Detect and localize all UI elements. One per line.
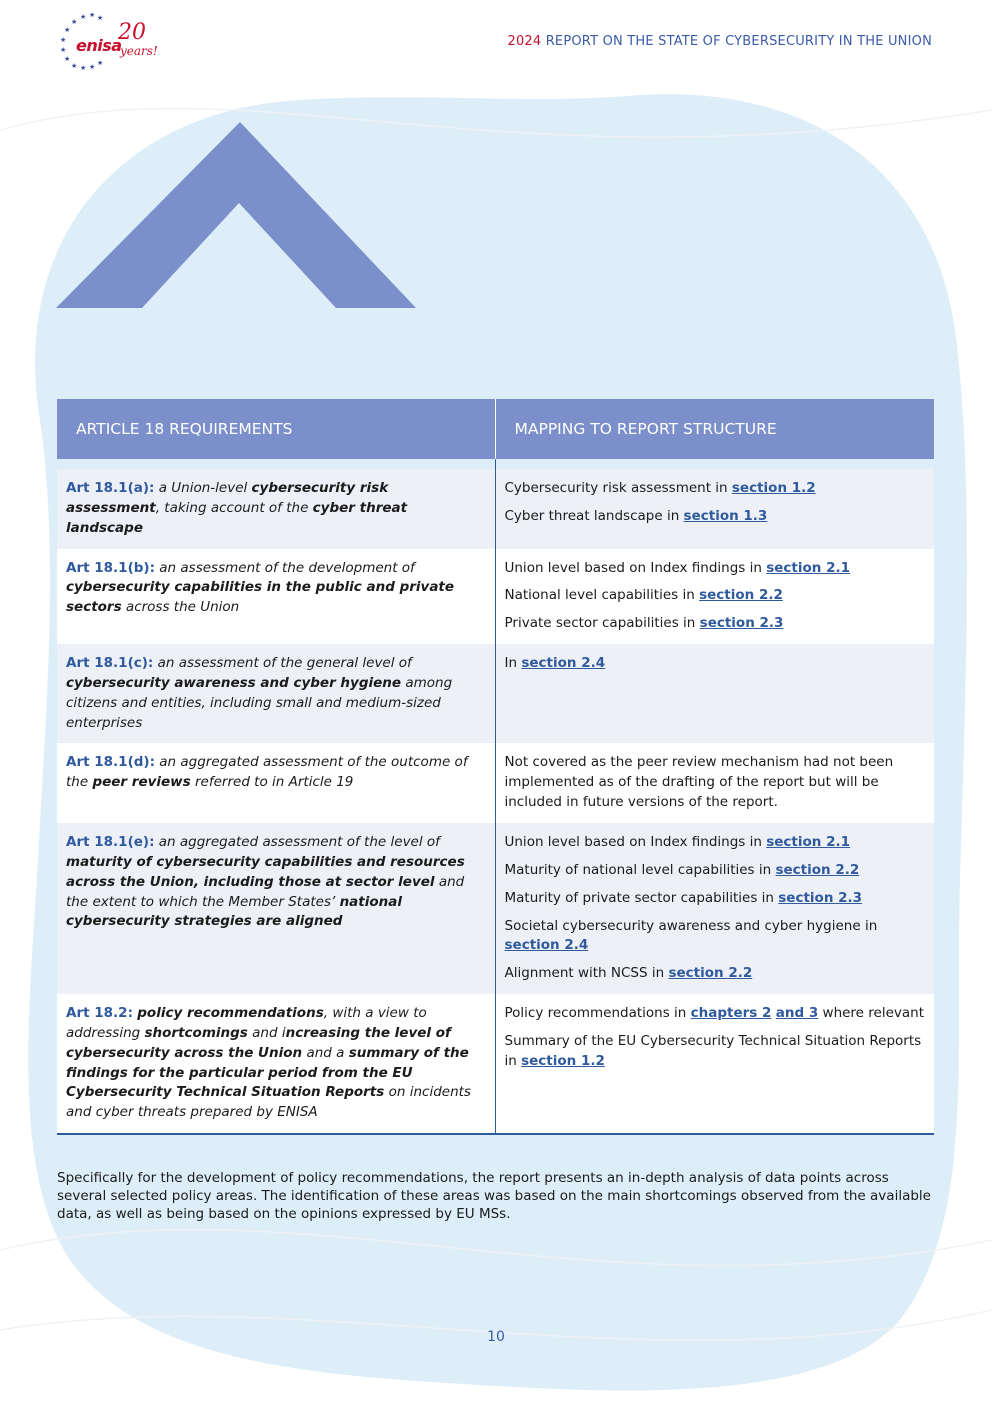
- section-link[interactable]: section 2.1: [766, 833, 851, 850]
- header-year: 2024: [507, 34, 542, 49]
- star-icon: ★: [97, 59, 104, 67]
- section-link[interactable]: section 2.4: [521, 655, 606, 672]
- section-link[interactable]: section 2.2: [775, 861, 860, 878]
- header-title-text: REPORT ON THE STATE OF CYBERSECURITY IN THE UNION: [541, 34, 932, 49]
- section-link[interactable]: section 2.4: [504, 937, 589, 954]
- section-link[interactable]: section 2.2: [699, 587, 783, 604]
- mapping-item: National level capabilities in section 2.2: [504, 587, 783, 604]
- chevron-up-icon: [56, 122, 416, 308]
- requirement-emphasis: national cybersecurity strategies are aligned: [66, 893, 402, 930]
- mapping-item: Societal cybersecurity awareness and cyber hygiene in section 2.4: [504, 917, 878, 954]
- section-link[interactable]: chapters 2: [690, 1005, 772, 1022]
- requirement-cell: [57, 743, 495, 823]
- article-reference: Art 18.1(d):: [66, 754, 155, 771]
- requirement-cell: [57, 549, 495, 645]
- requirement-cell: [57, 469, 495, 549]
- body-paragraph: Specifically for the development of policy recommendations, the report presents an in-depth analysis of data points across several selected policy areas. The identification of these areas was based on the main shortcomings observed from the available data, as well as being based on the opinions expressed by EU MSs.: [57, 1169, 931, 1222]
- star-icon: ★: [89, 63, 96, 71]
- mapping-cell: [495, 549, 934, 645]
- requirement-cell: [57, 644, 495, 743]
- table-header-row: [57, 399, 934, 459]
- mapping-item: Maturity of national level capabilities in section 2.2: [504, 861, 860, 878]
- requirement-text: policy recommendations, with a view to addressing shortcomings and increasing the level of cybersecurity across the Union and a summary of the findings for the particular period from the EU Cybersecurity Technical Situation Reports on incidents and cyber threats prepared by ENISA: [66, 1005, 471, 1121]
- section-link[interactable]: section 1.2: [731, 480, 816, 496]
- enisa-logo: [56, 12, 166, 72]
- table-row: [57, 743, 934, 823]
- mapping-cell: [495, 823, 934, 994]
- table-spacer: [57, 459, 934, 469]
- table-row: [57, 994, 934, 1134]
- section-link[interactable]: section 2.1: [766, 559, 851, 576]
- table-row: [57, 644, 934, 743]
- star-icon: ★: [64, 26, 71, 34]
- requirement-emphasis: ncreasing the level of cybersecurity across the Union: [66, 1024, 451, 1061]
- star-icon: ★: [64, 55, 71, 63]
- requirement-emphasis: cybersecurity awareness and cyber hygiene: [66, 674, 402, 691]
- requirement-emphasis: cybersecurity capabilities in the public and private sectors: [66, 579, 455, 616]
- logo-anniversary-number: 20: [118, 20, 146, 45]
- requirement-text: an aggregated assessment of the outcome of the peer reviews referred to in Article 19: [66, 754, 468, 791]
- star-icon: ★: [89, 11, 96, 19]
- article-reference: Art 18.1(c):: [66, 655, 154, 672]
- mapping-item: Private sector capabilities in section 2.3: [504, 615, 784, 632]
- star-icon: ★: [71, 18, 78, 26]
- table-row: [57, 549, 934, 645]
- mapping-item: Alignment with NCSS in section 2.2: [504, 965, 753, 982]
- star-icon: ★: [60, 46, 67, 54]
- article-reference: Art 18.1(b):: [66, 559, 155, 576]
- logo-wordmark: enisa: [76, 36, 122, 55]
- star-icon: ★: [97, 14, 104, 22]
- spacer-cell: [495, 459, 934, 469]
- mapping-cell: [495, 469, 934, 549]
- article-reference: Art 18.2:: [66, 1005, 133, 1022]
- requirement-text: an aggregated assessment of the level of maturity of cybersecurity capabilities and resources across the Union, including those at sector level and the extent to which the Member States’ national cybersecurity strategies are aligned: [66, 833, 465, 930]
- requirement-cell: [57, 823, 495, 994]
- mapping-item: Maturity of private sector capabilities in section 2.3: [504, 889, 863, 906]
- page-number: 10: [487, 1329, 505, 1345]
- section-link[interactable]: section 1.3: [683, 507, 768, 524]
- spacer-cell: [57, 459, 495, 469]
- mapping-item: Not covered as the peer review mechanism had not been implemented as of the drafting of the report but will be included in future versions of the report.: [504, 754, 894, 811]
- column-header-requirements: ARTICLE 18 REQUIREMENTS: [57, 399, 495, 459]
- section-link[interactable]: and 3: [775, 1005, 819, 1022]
- requirement-text: an assessment of the general level of cybersecurity awareness and cyber hygiene among citizens and entities, including small and medium-sized enterprises: [66, 655, 453, 731]
- table-row: [57, 823, 934, 994]
- requirement-text: an assessment of the development of cybersecurity capabilities in the public and private sectors across the Union: [66, 559, 455, 616]
- column-header-mapping: MAPPING TO REPORT STRUCTURE: [495, 399, 934, 459]
- report-header-title: [507, 34, 932, 49]
- article-18-table: [57, 399, 934, 1135]
- star-icon: ★: [71, 62, 78, 70]
- star-icon: ★: [80, 13, 87, 21]
- mapping-item: Union level based on Index findings in section 2.1: [504, 833, 851, 850]
- section-link[interactable]: section 1.2: [521, 1052, 605, 1069]
- table-row: [57, 469, 934, 549]
- logo-anniversary-word: years!: [120, 44, 158, 58]
- mapping-cell: [495, 994, 934, 1134]
- article-reference: Art 18.1(e):: [66, 833, 155, 850]
- requirement-emphasis: shortcomings: [144, 1024, 248, 1041]
- requirement-cell: [57, 994, 495, 1134]
- requirement-emphasis: cyber threat landscape: [66, 499, 408, 536]
- mapping-item: Policy recommendations in chapters 2 and 3 where relevant: [504, 1005, 925, 1022]
- section-link[interactable]: section 2.3: [699, 615, 784, 632]
- requirement-emphasis: maturity of cybersecurity capabilities and resources across the Union, including those at sector level: [66, 853, 465, 890]
- mapping-cell: [495, 743, 934, 823]
- mapping-item: In section 2.4: [504, 655, 606, 672]
- mapping-item: Summary of the EU Cybersecurity Technical Situation Reports in section 1.2: [504, 1032, 922, 1069]
- mapping-item: Cyber threat landscape in section 1.3: [504, 507, 768, 524]
- section-link[interactable]: section 2.3: [778, 889, 863, 906]
- mapping-item: Cybersecurity risk assessment in section 1.2: [504, 480, 816, 496]
- article-reference: Art 18.1(a):: [66, 480, 155, 496]
- requirement-emphasis: policy recommendations: [137, 1005, 324, 1022]
- section-link[interactable]: section 2.2: [668, 965, 753, 982]
- mapping-item: Union level based on Index findings in section 2.1: [504, 559, 851, 576]
- mapping-cell: [495, 644, 934, 743]
- requirement-emphasis: peer reviews: [92, 774, 191, 791]
- star-icon: ★: [80, 64, 87, 72]
- requirement-text: a Union-level cybersecurity risk assessment, taking account of the cyber threat landscape: [66, 480, 408, 536]
- requirement-emphasis: cybersecurity risk assessment: [66, 480, 389, 516]
- requirement-emphasis: summary of the findings for the particular period from the EU Cybersecurity Technical Situation Reports: [66, 1044, 469, 1101]
- star-icon: ★: [60, 36, 67, 44]
